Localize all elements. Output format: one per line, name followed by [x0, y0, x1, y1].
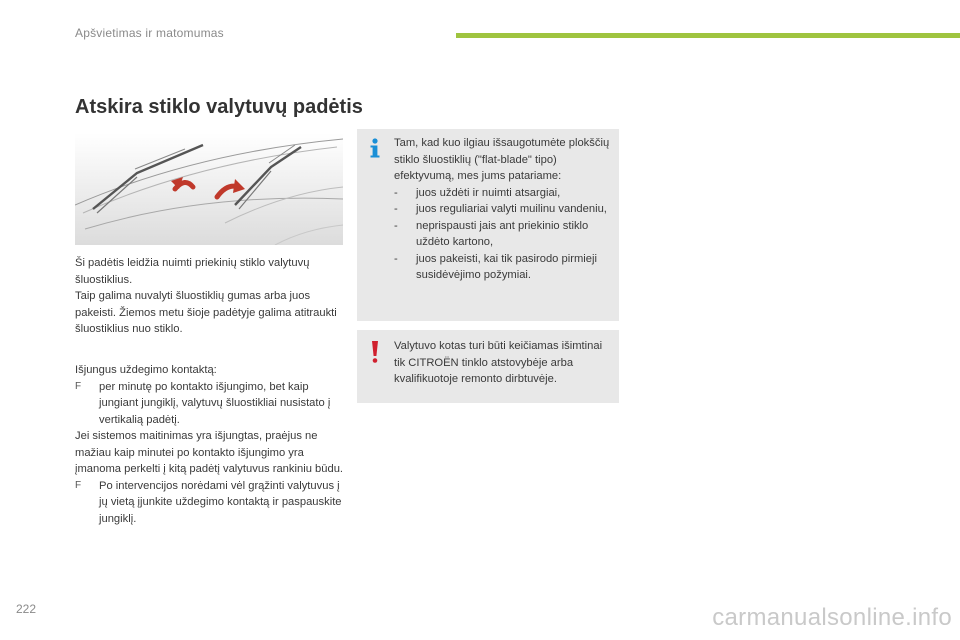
info-list-item	[394, 185, 614, 202]
info-box	[357, 129, 619, 321]
page-title: Atskira stiklo valytuvų padėtis	[75, 96, 363, 118]
warning-box-text: Valytuvo kotas turi būti keičiamas išimtinai tik CITROËN tinklo atstovybėje arba kvalifikuotoje remonto dirbtuvėje.	[394, 340, 603, 385]
procedure-step-text: per minutę po kontakto išjungimo, bet kaip jungiant jungiklį, valytuvų šluostikliai nusistato į vertikalią padėtį.	[99, 380, 331, 426]
intro-text	[75, 255, 345, 338]
info-list-item-text: neprispausti jais ant priekinio stiklo uždėto kartono,	[416, 219, 589, 248]
intro-paragraph: Taip galima nuvalyti šluostiklių gumas arba juos pakeisti. Žiemos metu šioje padėtyje galima atitraukti šluostiklius nuo stiklo.	[75, 290, 337, 335]
bullet-icon: F	[75, 380, 82, 392]
header-accent-bar	[456, 33, 960, 38]
info-list-item-text: juos uždėti ir nuimti atsargiai,	[416, 186, 561, 199]
warning-box	[357, 330, 619, 403]
page-number: 222	[16, 602, 37, 616]
info-list-item	[394, 251, 614, 284]
wiper-illustration	[75, 133, 343, 245]
info-list-item-text: juos reguliariai valyti muilinu vandeniu,	[416, 203, 607, 215]
dash-marker: -	[394, 186, 398, 199]
info-icon	[367, 137, 383, 159]
procedure-step-text: Po intervencijos norėdami vėl grąžinti valytuvus į jų vietą įjunkite uždegimo kontaktą ir paspauskite jungiklį.	[99, 479, 342, 525]
intro-paragraph: Ši padėtis leidžia nuimti priekinių stiklo valytuvų šluostiklius.	[75, 257, 310, 286]
procedure-lead: Išjungus uždegimo kontaktą:	[75, 364, 217, 376]
info-list-item	[394, 201, 614, 218]
dash-marker: -	[394, 252, 398, 265]
procedure-step	[75, 379, 347, 429]
procedure-step	[75, 478, 347, 528]
info-list-item-text: juos pakeisti, kai tik pasirodo pirmieji susidėvėjimo požymiai.	[416, 252, 597, 281]
watermark: carmanualsonline.info	[712, 604, 952, 631]
info-list-item	[394, 218, 614, 251]
warning-icon	[367, 340, 383, 364]
dash-marker: -	[394, 203, 398, 215]
info-box-intro: Tam, kad kuo ilgiau išsaugotumėte plokščių stiklo šluostiklių ("flat-blade" tipo) efektyvumą, mes jums patariame:	[394, 137, 610, 182]
bullet-icon: F	[75, 479, 82, 491]
dash-marker: -	[394, 219, 398, 232]
procedure-middle: Jei sistemos maitinimas yra išjungtas, praėjus ne mažiau kaip minutei po kontakto išjungimo yra įmanoma perkelti į kitą padėtį valytuvus rankiniu būdu.	[75, 430, 344, 475]
procedure-text	[75, 362, 347, 527]
section-header: Apšvietimas ir matomumas	[75, 26, 224, 40]
info-box-text	[394, 135, 614, 284]
